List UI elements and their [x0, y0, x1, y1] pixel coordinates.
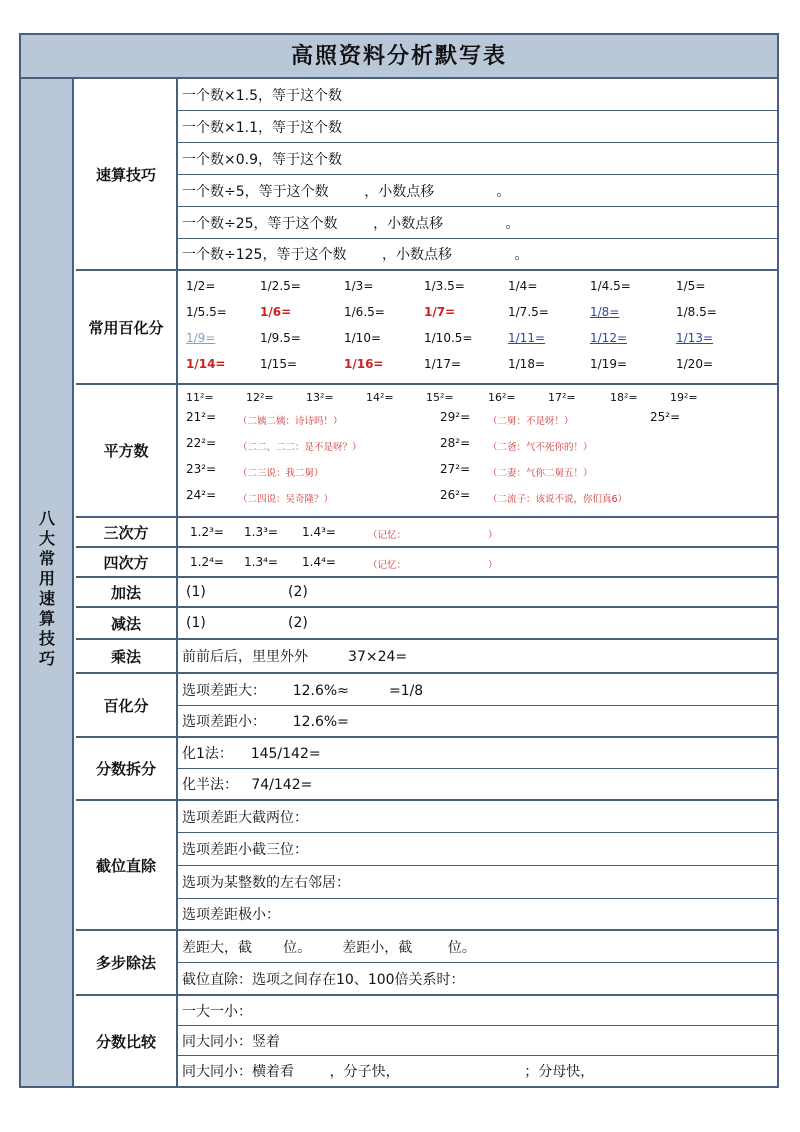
baihua-cell: 1/14=: [186, 357, 226, 371]
square-item: 15²=: [426, 391, 454, 404]
baihua-cell: 1/17=: [424, 357, 462, 371]
sanci-item-1: 1.2³=: [190, 525, 224, 539]
square-item: 21²=: [186, 410, 217, 424]
baihua-cell: 1/6.5=: [344, 305, 385, 319]
sici-item-1: 1.2⁴=: [190, 555, 224, 569]
jiafa-item-2: (2): [288, 584, 308, 600]
jiewei-row-4: 选项差距极小：: [178, 899, 777, 931]
square-mnemonic: （二妻：气你二舅五！）: [488, 468, 593, 479]
jiafa-row: [178, 578, 777, 608]
sici-item-2: 1.3⁴=: [244, 555, 278, 569]
section-label-sici: 四次方: [76, 548, 178, 578]
sici-row: [178, 548, 777, 578]
jiafa-item-1: (1): [186, 584, 206, 600]
section-label-baihua: 常用百化分: [76, 271, 178, 385]
baihua-cell: 1/15=: [260, 357, 298, 371]
square-item: 23²=: [186, 462, 217, 476]
square-item: 25²=: [650, 410, 681, 424]
jianfa-item-2: (2): [288, 615, 308, 631]
section-label-jianfa: 减法: [76, 608, 178, 640]
sanci-item-3: 1.4³=: [302, 525, 336, 539]
baihua-cell: 1/9.5=: [260, 331, 301, 345]
bijiao-row-2: 同大同小：竖着: [178, 1026, 777, 1056]
square-item: 12²=: [246, 391, 274, 404]
sici-item-3: 1.4⁴=: [302, 555, 336, 569]
square-item: 11²=: [186, 391, 214, 404]
square-item: 26²=: [440, 488, 471, 502]
section-label-jiewei: 截位直除: [76, 801, 178, 931]
suanqiao-row-6: 一个数÷125，等于这个数 ，小数点移 。: [178, 239, 777, 271]
section-label-pingfang: 平方数: [76, 385, 178, 518]
square-item: 22²=: [186, 436, 217, 450]
suanqiao-row-5: 一个数÷25，等于这个数 ，小数点移 。: [178, 207, 777, 239]
baihua-cell: 1/8=: [590, 305, 620, 319]
side-label-char: 用: [38, 569, 55, 588]
baihua-grid: [178, 271, 777, 385]
square-item: 18²=: [610, 391, 638, 404]
baihua-cell: 1/10.5=: [424, 331, 473, 345]
suanqiao-row-3: 一个数×0.9，等于这个数: [178, 143, 777, 175]
baihua-cell: 1/7.5=: [508, 305, 549, 319]
square-mnemonic: （二四说：吴奇隆？）: [238, 494, 334, 505]
baihua-cell: 1/2=: [186, 279, 216, 293]
baihua-cell: 1/19=: [590, 357, 628, 371]
section-label-chaifen: 分数拆分: [76, 738, 178, 801]
square-item: 27²=: [440, 462, 471, 476]
jiewei-row-1: 选项差距大截两位：: [178, 801, 777, 833]
section-label-suanqiao: 速算技巧: [76, 79, 178, 271]
baihuafen-row-1: 选项差距大： 12.6%≈ =1/8: [178, 674, 777, 706]
side-label-char: 算: [38, 609, 55, 628]
square-item: 19²=: [670, 391, 698, 404]
sanci-row: [178, 518, 777, 548]
jiewei-row-2: 选项差距小截三位：: [178, 833, 777, 866]
baihua-cell: 1/10=: [344, 331, 382, 345]
baihua-cell: 1/4.5=: [590, 279, 631, 293]
page-title: 高照资料分析默写表: [21, 35, 777, 79]
bijiao-row-3: 同大同小：横着看 ，分子快， ；分母快，: [182, 1064, 595, 1080]
chengfa-row: 前前后后，里里外外 37×24=: [178, 640, 777, 674]
baihua-cell: 1/13=: [676, 331, 714, 345]
side-label-char: 速: [38, 589, 55, 608]
bijiao-row-1: 一大一小：: [178, 996, 777, 1026]
suanqiao-row-2: 一个数×1.1，等于这个数: [178, 111, 777, 143]
baihua-cell: 1/4=: [508, 279, 538, 293]
square-mnemonic: （二姨二姨：诗诗吗！）: [238, 416, 343, 427]
section-label-sanci: 三次方: [76, 518, 178, 548]
side-label-char: 大: [38, 529, 55, 548]
square-mnemonic: （二二、二二：是不是呀？）: [238, 442, 362, 453]
side-label-char: 巧: [38, 649, 55, 668]
section-label-duobu: 多步除法: [76, 931, 178, 996]
square-mnemonic: （二舅：不是呀！）: [488, 416, 574, 427]
baihuafen-row-2: 选项差距小： 12.6%=: [178, 706, 777, 738]
sanci-note-close: ）: [488, 530, 498, 541]
baihua-cell: 1/6=: [260, 305, 292, 319]
square-item: 16²=: [488, 391, 516, 404]
square-item: 14²=: [366, 391, 394, 404]
side-label: [35, 509, 59, 669]
side-label-char: 八: [38, 509, 55, 528]
section-label-chengfa: 乘法: [76, 640, 178, 674]
suanqiao-row-1: 一个数×1.5，等于这个数: [178, 79, 777, 111]
baihua-cell: 1/12=: [590, 331, 628, 345]
square-item: 17²=: [548, 391, 576, 404]
worksheet-table: [19, 33, 779, 1088]
duobu-row-1: 差距大，截 位。 差距小，截 位。: [178, 931, 777, 963]
pingfang-area: [178, 385, 777, 518]
section-label-bijiao: 分数比较: [76, 996, 178, 1086]
baihua-cell: 1/5.5=: [186, 305, 227, 319]
sanci-item-2: 1.3³=: [244, 525, 278, 539]
baihua-cell: 1/7=: [424, 305, 456, 319]
square-item: 28²=: [440, 436, 471, 450]
suanqiao-row-4: 一个数÷5，等于这个数 ，小数点移 。: [178, 175, 777, 207]
side-column: [21, 79, 74, 1086]
jiewei-row-3: 选项为某整数的左右邻居：: [178, 866, 777, 899]
section-label-jiafa: 加法: [76, 578, 178, 608]
side-label-char: 技: [38, 629, 55, 648]
section-label-baihuafen: 百化分: [76, 674, 178, 738]
baihua-cell: 1/3=: [344, 279, 374, 293]
jianfa-row: [178, 608, 777, 640]
square-item: 13²=: [306, 391, 334, 404]
jianfa-item-1: (1): [186, 615, 206, 631]
baihua-cell: 1/8.5=: [676, 305, 717, 319]
baihua-cell: 1/5=: [676, 279, 706, 293]
baihua-cell: 1/9=: [186, 331, 216, 345]
chaifen-row-2: 化半法： 74/142=: [178, 769, 777, 801]
baihua-cell: 1/16=: [344, 357, 384, 371]
baihua-cell: 1/3.5=: [424, 279, 465, 293]
sici-note-open: （记忆：: [368, 560, 407, 571]
square-mnemonic: （二流子：该说不说，你们真6）: [488, 494, 628, 505]
chaifen-row-1: 化1法： 145/142=: [178, 738, 777, 769]
duobu-row-2: 截位直除：选项之间存在10、100倍关系时：: [178, 963, 777, 996]
square-item: 24²=: [186, 488, 217, 502]
baihua-cell: 1/20=: [676, 357, 714, 371]
baihua-cell: 1/11=: [508, 331, 546, 345]
side-label-char: 常: [38, 549, 55, 568]
square-item: 29²=: [440, 410, 471, 424]
baihua-cell: 1/18=: [508, 357, 546, 371]
square-mnemonic: （二三说：我二舅）: [238, 468, 324, 479]
baihua-cell: 1/2.5=: [260, 279, 301, 293]
square-mnemonic: （二爸：气不死你的！）: [488, 442, 593, 453]
sici-note-close: ）: [488, 560, 498, 571]
sanci-note-open: （记忆：: [368, 530, 407, 541]
